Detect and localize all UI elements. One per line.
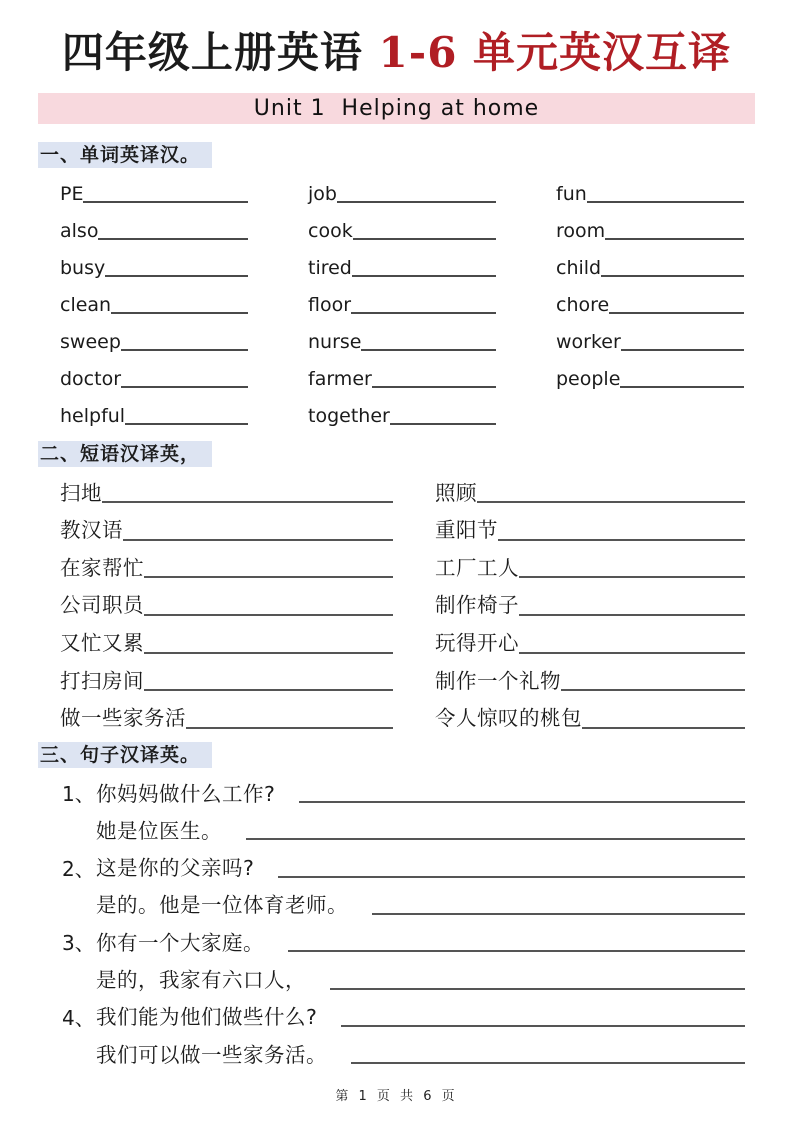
- section1-heading-row: [38, 142, 755, 168]
- word-item: [60, 353, 248, 390]
- section3-heading-row: [38, 742, 755, 768]
- word-label: nurse: [308, 330, 362, 353]
- word-label: chore: [556, 293, 610, 316]
- sentence-question-row: [62, 842, 745, 879]
- sentence-question-row: [62, 768, 745, 805]
- answer-blank: [605, 238, 744, 240]
- phrase-item: [435, 655, 745, 693]
- answer-blank: [83, 201, 248, 203]
- phrase-label: 制作一个礼物: [435, 668, 561, 693]
- word-label: cook: [308, 219, 353, 242]
- sentence-answer-row: [62, 880, 745, 917]
- phrase-item: [435, 617, 745, 655]
- sentence-text: 你有一个大家庭。: [96, 930, 264, 955]
- phrase-item: [60, 467, 393, 505]
- phrase-item: [435, 467, 745, 505]
- section1-heading: 一、单词英译汉。: [38, 142, 212, 168]
- sentence-list: [62, 768, 745, 1066]
- phrase-label: 做一些家务活: [60, 706, 186, 731]
- section2-heading: 二、短语汉译英，: [38, 441, 212, 467]
- sentence-text: 这是你的父亲吗?: [96, 856, 255, 881]
- answer-blank: [337, 201, 496, 203]
- answer-blank: [353, 238, 496, 240]
- page-title-black: 四年级上册英语: [61, 28, 379, 77]
- answer-blank: [299, 801, 745, 803]
- answer-blank: [601, 275, 744, 277]
- answer-blank: [102, 501, 393, 503]
- answer-blank: [98, 238, 248, 240]
- word-label: fun: [556, 182, 587, 205]
- phrase-label: 公司职员: [60, 593, 144, 618]
- answer-blank: [372, 386, 496, 388]
- answer-blank: [582, 727, 745, 729]
- page-number-text: 第 1 页 共 6 页: [335, 1089, 458, 1104]
- answer-blank: [609, 312, 744, 314]
- word-label: farmer: [308, 367, 372, 390]
- answer-blank: [144, 652, 393, 654]
- answer-blank: [621, 349, 744, 351]
- phrase-item: [60, 579, 393, 617]
- phrase-label: 扫地: [60, 480, 102, 505]
- word-item: [556, 353, 744, 390]
- word-item: [308, 316, 496, 353]
- word-label: doctor: [60, 367, 122, 390]
- phrase-item: [60, 655, 393, 693]
- answer-blank: [246, 838, 745, 840]
- word-label: together: [308, 404, 390, 427]
- phrase-item: [60, 617, 393, 655]
- sentence-number: 3、: [62, 931, 95, 956]
- unit-banner-text: Unit 1 Helping at home: [253, 95, 540, 121]
- answer-blank: [361, 349, 496, 351]
- phrase-label: 令人惊叹的桃包: [435, 706, 582, 731]
- answer-blank: [620, 386, 744, 388]
- page-title: [38, 26, 755, 81]
- phrase-label: 照顾: [435, 480, 477, 505]
- phrase-label: 制作椅子: [435, 593, 519, 618]
- phrase-item: [435, 692, 745, 730]
- word-item: [556, 205, 744, 242]
- word-item: [308, 168, 496, 205]
- phrase-label: 打扫房间: [60, 668, 144, 693]
- answer-blank: [351, 312, 496, 314]
- sentence-text: 是的。他是一位体育老师。: [96, 893, 348, 918]
- word-label: job: [308, 182, 337, 205]
- word-item: [556, 279, 744, 316]
- word-label: also: [60, 219, 99, 242]
- answer-blank: [144, 576, 393, 578]
- answer-blank: [519, 576, 745, 578]
- phrase-item: [60, 542, 393, 580]
- sentence-answer-row: [62, 1029, 745, 1066]
- word-item: [308, 205, 496, 242]
- word-label: clean: [60, 293, 112, 316]
- section2-heading-row: [38, 441, 755, 467]
- sentence-question-row: [62, 992, 745, 1029]
- word-item: [60, 242, 248, 279]
- word-item: [60, 168, 248, 205]
- word-item: [308, 353, 496, 390]
- sentence-answer-row: [62, 954, 745, 991]
- answer-blank: [519, 652, 745, 654]
- page-footer: [0, 1085, 793, 1104]
- section3-heading: 三、句子汉译英。: [38, 742, 212, 768]
- sentence-text: 我们能为他们做些什么?: [96, 1005, 318, 1030]
- answer-blank: [125, 423, 248, 425]
- sentence-number: 4、: [62, 1005, 95, 1030]
- sentence-number: 2、: [62, 856, 95, 881]
- word-label: floor: [308, 293, 352, 316]
- answer-blank: [587, 201, 744, 203]
- sentence-text: 她是位医生。: [96, 818, 222, 843]
- word-item: [308, 279, 496, 316]
- answer-blank: [121, 386, 248, 388]
- word-label: sweep: [60, 330, 121, 353]
- answer-blank: [186, 727, 393, 729]
- answer-blank: [372, 913, 745, 915]
- word-item: [556, 168, 744, 205]
- sentence-question-row: [62, 917, 745, 954]
- sentence-text: 是的，我家有六口人，: [96, 968, 306, 993]
- answer-blank: [477, 501, 745, 503]
- answer-blank: [121, 349, 248, 351]
- answer-blank: [561, 689, 745, 691]
- phrase-label: 玩得开心: [435, 631, 519, 656]
- phrase-item: [435, 542, 745, 580]
- sentence-text: 你妈妈做什么工作?: [96, 781, 276, 806]
- answer-blank: [519, 614, 745, 616]
- answer-blank: [144, 689, 393, 691]
- answer-blank: [144, 614, 393, 616]
- word-item: [308, 390, 496, 427]
- phrase-item: [435, 579, 745, 617]
- word-item: [60, 205, 248, 242]
- phrase-label: 教汉语: [60, 518, 123, 543]
- phrase-item: [60, 692, 393, 730]
- answer-blank: [352, 275, 496, 277]
- word-item: [308, 242, 496, 279]
- word-label: tired: [308, 256, 352, 279]
- phrase-label: 在家帮忙: [60, 555, 144, 580]
- word-label: room: [556, 219, 606, 242]
- word-item: [60, 316, 248, 353]
- word-label: people: [556, 367, 621, 390]
- unit-banner: [38, 93, 755, 124]
- sentence-answer-row: [62, 805, 745, 842]
- answer-blank: [498, 539, 745, 541]
- answer-blank: [123, 539, 393, 541]
- word-item: [556, 316, 744, 353]
- word-label: PE: [60, 182, 84, 205]
- word-item: [60, 279, 248, 316]
- answer-blank: [111, 312, 248, 314]
- word-label: child: [556, 256, 602, 279]
- word-label: busy: [60, 256, 106, 279]
- word-grid: [60, 168, 755, 427]
- answer-blank: [341, 1025, 745, 1027]
- phrase-item: [60, 504, 393, 542]
- answer-blank: [288, 950, 745, 952]
- phrase-label: 又忙又累: [60, 631, 144, 656]
- word-label: worker: [556, 330, 621, 353]
- answer-blank: [390, 423, 496, 425]
- phrase-label: 重阳节: [435, 518, 498, 543]
- word-item-empty: [556, 390, 744, 427]
- phrase-label: 工厂工人: [435, 555, 519, 580]
- sentence-text: 我们可以做一些家务活。: [96, 1042, 327, 1067]
- word-item: [556, 242, 744, 279]
- answer-blank: [330, 988, 745, 990]
- word-item: [60, 390, 248, 427]
- answer-blank: [351, 1062, 745, 1064]
- answer-blank: [105, 275, 248, 277]
- page-title-red: 1-6 单元英汉互译: [378, 28, 732, 77]
- phrase-grid: [60, 467, 755, 730]
- sentence-number: 1、: [62, 782, 95, 807]
- answer-blank: [278, 876, 745, 878]
- word-label: helpful: [60, 404, 126, 427]
- phrase-item: [435, 504, 745, 542]
